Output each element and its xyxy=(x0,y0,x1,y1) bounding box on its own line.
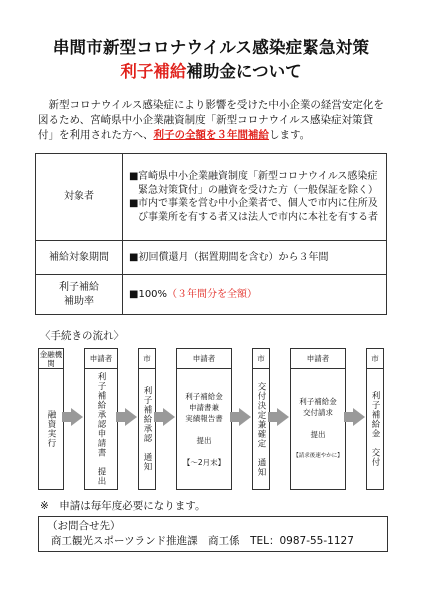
rate-label xyxy=(36,275,123,315)
flow-step-head: 市 xyxy=(139,349,155,369)
target-value xyxy=(123,154,387,241)
contact-tel: TEL：0987-55-1127 xyxy=(250,535,354,547)
flow-step-body: 利子補給承認 通知 xyxy=(142,386,152,472)
rate-label-1: 利子補給 xyxy=(59,281,99,293)
contact-box xyxy=(38,516,388,552)
period-row xyxy=(36,241,387,275)
flow-step-line: 実績報告書 xyxy=(185,413,223,423)
rate-note: （３年間分を全額） xyxy=(167,288,258,300)
contact-label: （お問合せ先） xyxy=(47,520,121,532)
flow-step-line: 提出 xyxy=(310,430,326,439)
target-row xyxy=(36,154,387,241)
arrow-right-icon xyxy=(71,408,83,426)
arrow-right-icon xyxy=(353,408,365,426)
flow-step-head: 申請者 xyxy=(85,349,117,369)
rate-value xyxy=(123,275,387,315)
title-line-2 xyxy=(0,58,422,82)
target-item-2: 市内で事業を営む中小企業者で、個人で市内に住所及び事業所を有する者又は法人で市内に本社を有する者 xyxy=(138,198,378,223)
flow-step-line: 交付請求 xyxy=(302,408,333,417)
annual-note: ※ 申請は毎年度必要になります。 xyxy=(40,500,206,512)
flow-step-head: 申請者 xyxy=(291,349,345,369)
flow-step-line: 【請求後速やかに】 xyxy=(293,453,343,459)
target-label: 対象者 xyxy=(36,154,123,241)
rate-label-2: 補助率 xyxy=(64,295,94,307)
flow-step-4 xyxy=(176,348,232,490)
target-item-1: 宮崎県中小企業融資制度「新型コロナウイルス感染症緊急対策貸付」の融資を受けた方（一般保証を除く） xyxy=(138,171,378,196)
flow-title: 〈手続きの流れ〉 xyxy=(40,330,124,342)
period-value xyxy=(123,241,387,275)
intro-highlight: 利子の全額を３年間補給 xyxy=(153,129,269,141)
flow-step-line: 提出 xyxy=(196,435,212,445)
rate-percent: 100% xyxy=(138,288,168,300)
intro-text-before: 新型コロナウイルス感染症により影響を受けた中小企業の経営安定化を図るため、宮崎県中小企業融資制度「新型コロナウイルス感染症対策貸付」を利用された方へ、 xyxy=(38,99,384,141)
intro-paragraph xyxy=(38,98,388,143)
flow-step-body: 融資実行 xyxy=(46,410,56,448)
flow-step-7 xyxy=(366,348,384,490)
contact-department: 商工観光スポーツランド推進課 商工係 xyxy=(51,535,240,547)
flow-step-1 xyxy=(38,348,64,490)
flow-step-body: 交付決定兼確定 通知 xyxy=(256,381,266,477)
bullet-icon: ■ xyxy=(129,171,139,182)
arrow-right-icon xyxy=(125,408,137,426)
title-rest: 補助金について xyxy=(186,62,302,81)
bullet-icon: ■ xyxy=(129,288,139,300)
flow-step-line: 【～2月末】 xyxy=(182,457,226,467)
arrow-right-icon xyxy=(277,408,289,426)
info-table xyxy=(35,153,387,315)
title-line-1: 串間市新型コロナウイルス感染症緊急対策 xyxy=(52,38,370,57)
flow-step-2 xyxy=(84,348,118,490)
flow-step-head: 申請者 xyxy=(177,349,231,369)
flow-step-body: 利子補給承認申請書 提出 xyxy=(96,372,106,486)
flow-step-body: 利子補給金 交付 xyxy=(370,391,380,467)
bullet-icon: ■ xyxy=(129,198,139,209)
flow-step-6 xyxy=(290,348,346,490)
rate-row xyxy=(36,275,387,315)
arrow-right-icon xyxy=(163,408,175,426)
flow-step-head: 市 xyxy=(367,349,383,369)
bullet-icon: ■ xyxy=(129,251,139,263)
arrow-right-icon xyxy=(239,408,251,426)
flow-step-line: 利子補給金 xyxy=(185,391,223,401)
title-highlight: 利子補給 xyxy=(120,62,187,81)
flow-step-head: 金融機関 xyxy=(39,349,63,368)
period-text: 初回償還月（据置期間を含む）から３年間 xyxy=(138,251,329,263)
intro-text-after: します。 xyxy=(269,129,311,141)
flow-step-line: 申請書兼 xyxy=(189,402,219,412)
period-label: 補給対象期間 xyxy=(36,241,123,275)
flow-step-line: 利子補給金 xyxy=(299,397,337,406)
flow-step-head: 市 xyxy=(253,349,269,369)
